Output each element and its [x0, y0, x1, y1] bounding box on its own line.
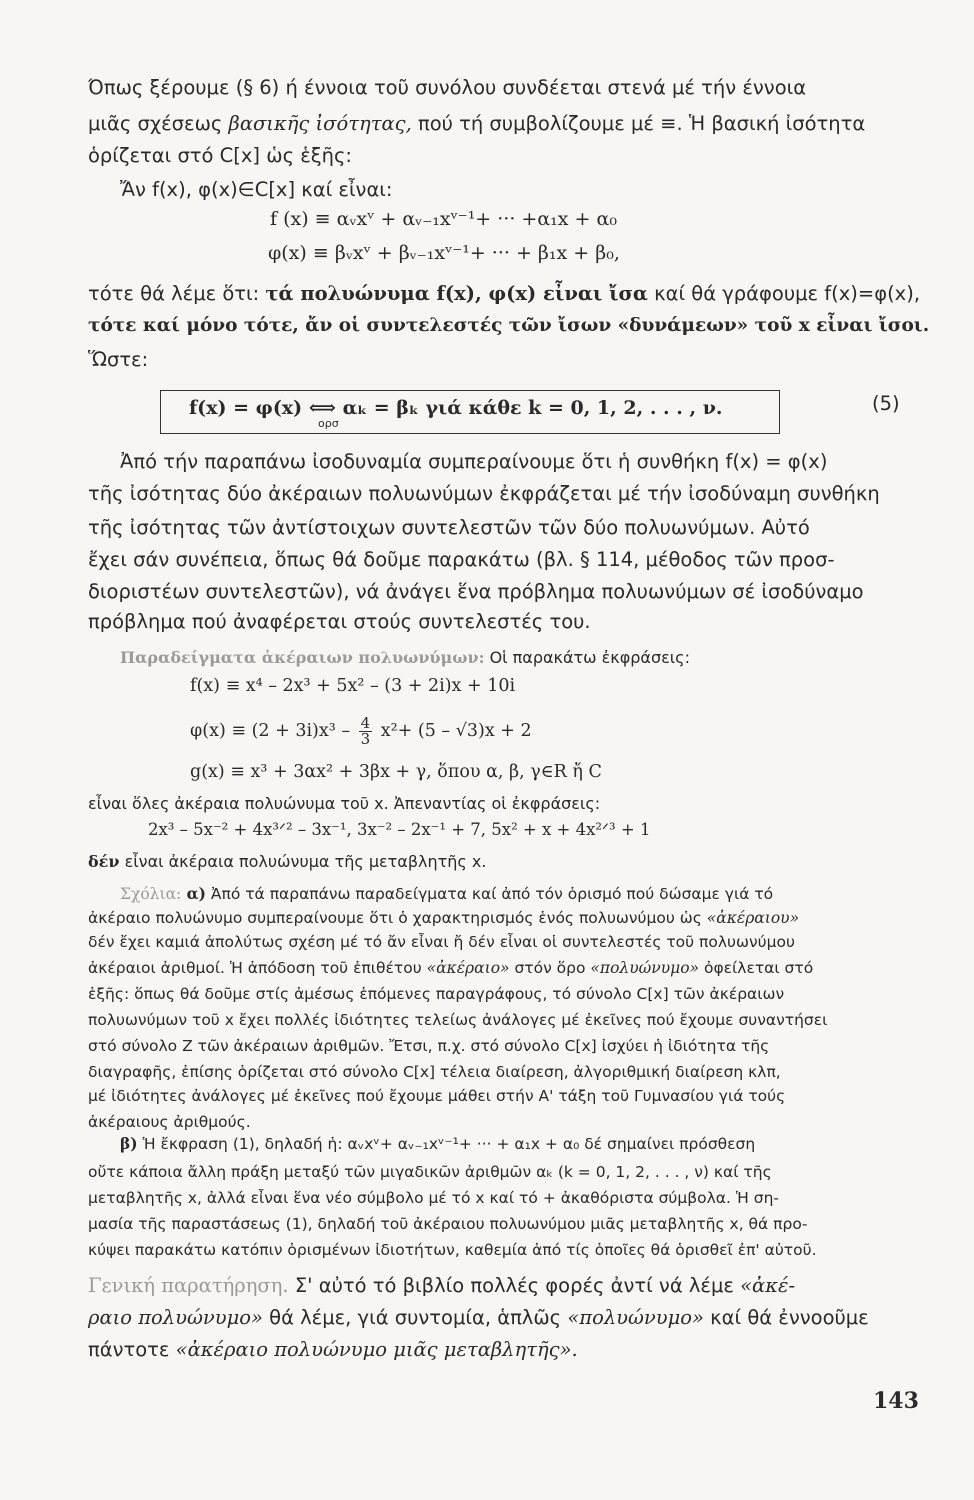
text-line: πρόβλημα πού ἀναφέρεται στούς συντελεστές του.: [88, 610, 591, 633]
example-f: f(x) ≡ x⁴ – 2x³ + 5x² – (3 + 2i)x + 10i: [190, 676, 516, 696]
example-phi: φ(x) ≡ (2 + 3i)x³ – $\frac{4}{3}$ x²+ (5 – √3)x + 2: [190, 714, 532, 748]
text-line: κύψει παρακάτω κατόπιν ὁρισμένων ἰδιοτήτων, καθεμία ἀπό τίς ὁποῖες θά ὁρισθεῖ ἐπ' αὐτοῦ.: [88, 1241, 817, 1259]
examples-heading: Παραδείγματα ἀκέραιων πολυωνύμων:: [120, 648, 485, 667]
text-line: ἀκέραιους ἀριθμούς.: [88, 1113, 251, 1131]
text-line: εἶναι ὅλες ἀκέραια πολυώνυμα τοῦ x. Ἀπεναντίας οἱ ἐκφράσεις:: [88, 794, 601, 813]
text-line: ἔχει σάν συνέπεια, ὅπως θά δοῦμε παρακάτω (βλ. § 114, μέθοδος τῶν προσ-: [88, 548, 835, 571]
text-line: διοριστέων συντελεστῶν), νά ἀνάγει ἕνα πρόβλημα πολυωνύμων σέ ἰσοδύναμο: [88, 580, 864, 603]
arrow-label: ορσ: [318, 417, 339, 430]
text-line: Όπως ξέρουμε (§ 6) ή έννοια τοῦ συνόλου συνδέεται στενά μέ τήν έννοια: [88, 76, 807, 99]
text-line: τῆς ἰσότητας τῶν ἀντίστοιχων συντελεστῶν τῶν δύο πολυωνύμων. Αὐτό: [88, 516, 810, 539]
examples-heading-line: Παραδείγματα ἀκέραιων πολυωνύμων: Οἱ παρακάτω ἐκφράσεις:: [120, 648, 690, 667]
non-polynomial-expressions: 2x³ – 5x⁻² + 4x³ᐟ² – 3x⁻¹, 3x⁻² – 2x⁻¹ + 7, 5x² + x + 4x²ᐟ³ + 1: [148, 820, 651, 839]
text-line: ἀκέραιο πολυώνυμο συμπεραίνουμε ὅτι ὁ χαρακτηρισμός ἑνός πολυωνύμου ὡς «ἀκέραιου»: [88, 909, 800, 927]
text-line: δέν εἶναι ἀκέραια πολυώνυμα τῆς μεταβλητῆς x.: [88, 852, 487, 871]
text-line: μιᾶς σχέσεως βασικῆς ἰσότητας, πού τή συμβολίζουμε μέ ≡. Ἡ βασική ἰσότητα: [88, 112, 866, 135]
boxed-equivalence: [160, 390, 780, 434]
formula-phi-definition: φ(x) ≡ βᵥxᵛ + βᵥ₋₁xᵛ⁻¹+ ··· + β₁x + β₀,: [268, 242, 620, 264]
text-line: Ἄν f(x), φ(x)∈C[x] καί εἶναι:: [120, 178, 393, 201]
notes-heading: Σχόλια:: [120, 885, 182, 903]
text-line: διαγραφῆς, ἐπίσης ὁρίζεται στό σύνολο C[x] τέλεια διαίρεση, ἀλγοριθμική διαίρεση κλπ,: [88, 1063, 781, 1081]
text-line: τῆς ἰσότητας δύο ἀκέραιων πολυωνύμων ἐκφράζεται μέ τήν ἰσοδύναμη συνθήκη: [88, 482, 880, 505]
equivalence-text: f(x) = φ(x) ⟺ αₖ = βₖ γιά κάθε k = 0, 1, 2, . . . , ν.: [189, 397, 723, 419]
text-line: μασία τῆς παραστάσεως (1), δηλαδή τοῦ ἀκέραιου πολυωνύμου μιᾶς μεταβλητῆς x, θά προ-: [88, 1215, 808, 1233]
page-number: 143: [873, 1388, 919, 1414]
text-line: πάντοτε «ἀκέραιο πολυώνυμο μιᾶς μεταβλητῆς».: [88, 1338, 578, 1361]
general-remark-heading: Γενική παρατήρηση.: [88, 1274, 289, 1297]
text-line: μεταβλητῆς x, ἀλλά εἶναι ἕνα νέο σύμβολο μέ τό x καί τό + ἀκαθόριστα σύμβολα. Ἡ ση-: [88, 1189, 779, 1207]
text-line: οὔτε κάποια ἄλλη πράξη μεταξύ τῶν μιγαδικῶν ἀριθμῶν αₖ (k = 0, 1, 2, . . . , ν) καί τῆς: [88, 1163, 772, 1181]
example-g: g(x) ≡ x³ + 3αx² + 3βx + γ, ὅπου α, β, γ∈R ἤ C: [190, 762, 602, 782]
text-line: δέν ἔχει καμιά ἀπολύτως σχέση μέ τό ἄν εἶναι ἤ δέν εἶναι οἱ συντελεστές τοῦ πολυωνύμου: [88, 933, 795, 951]
text-line: πολυωνύμων τοῦ x ἔχει πολλές ἰδιότητες τελείως ἀνάλογες μέ ἐκεῖνες πού ἔχουμε συναντήσει: [88, 1011, 828, 1029]
text-line: ὁρίζεται στό C[x] ὡς ἑξῆς:: [88, 144, 353, 167]
text-line: Γενική παρατήρηση. Σ' αὐτό τό βιβλίο πολλές φορές ἀντί νά λέμε «ἀκέ-: [88, 1274, 796, 1297]
text-line: μέ ἰδιότητες ἀνάλογες μέ ἐκεῖνες πού ἔχουμε μάθει στήν Α' τάξη τοῦ Γυμνασίου γιά τούς: [88, 1087, 786, 1105]
formula-f-definition: f (x) ≡ αᵥxᵛ + αᵥ₋₁xᵛ⁻¹+ ··· +α₁x + α₀: [270, 208, 617, 230]
text-line: τότε καί μόνο τότε, ἄν οἱ συντελεστές τῶν ἴσων «δυνάμεων» τοῦ x εἶναι ἴσοι.: [88, 315, 930, 336]
text-line: ραιο πολυώνυμο» θά λέμε, γιά συντομία, ἁπλῶς «πολυώνυμο» καί θά ἐννοοῦμε: [88, 1306, 869, 1329]
fraction-four-thirds: $\frac{4}{3}$: [360, 714, 371, 748]
text-line: τότε θά λέμε ὅτι: τά πολυώνυμα f(x), φ(x) εἶναι ἴσα καί θά γράφουμε f(x)=φ(x),: [88, 282, 921, 305]
text-line: Ἀπό τήν παραπάνω ἰσοδυναμία συμπεραίνουμε ὅτι ἡ συνθήκη f(x) = φ(x): [120, 450, 828, 473]
text-line: ἀκέραιοι ἀριθμοί. Ἡ ἀπόδοση τοῦ ἐπιθέτου «ἀκέραιο» στόν ὅρο «πολυώνυμο» ὀφείλεται στό: [88, 959, 814, 977]
text-line: Σχόλια: α) Ἀπό τά παραπάνω παραδείγματα καί ἀπό τόν ὁρισμό πού δώσαμε γιά τό: [120, 884, 774, 903]
equation-number: (5): [872, 392, 900, 415]
text-line: στό σύνολο Z τῶν ἀκέραιων ἀριθμῶν. Ἔτσι, π.χ. στό σύνολο C[x] ἰσχύει ἡ ἰδιότητα τῆς: [88, 1037, 770, 1055]
text-line: ἑξῆς: ὅπως θά δοῦμε στίς ἀμέσως ἑπόμενες παραγράφους, τό σύνολο C[x] τῶν ἀκέραιων: [88, 985, 785, 1003]
text-line: β) Ἡ ἔκφραση (1), δηλαδή ἡ: αᵥxᵛ+ αᵥ₋₁xᵛ⁻¹+ ··· + α₁x + α₀ δέ σημαίνει πρόσθεση: [120, 1134, 756, 1153]
text-line: Ὥστε:: [88, 348, 149, 371]
